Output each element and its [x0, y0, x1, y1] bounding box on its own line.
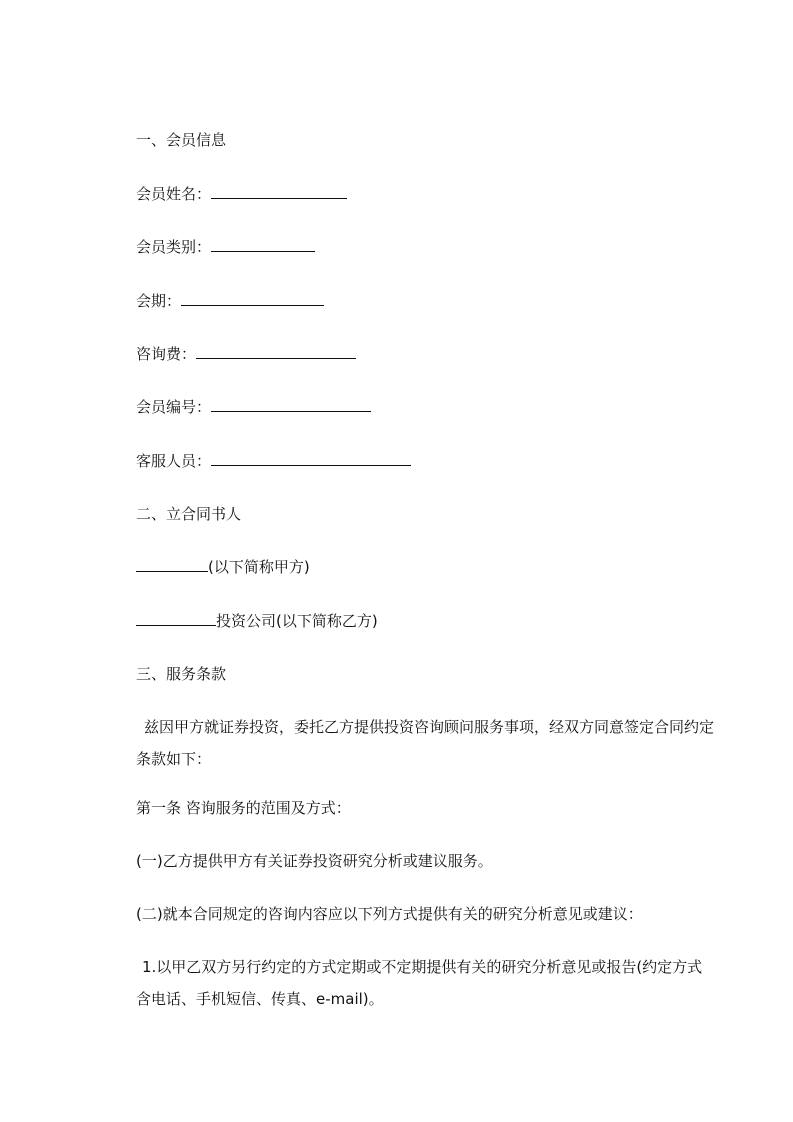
party-b-suffix: 投资公司(以下简称乙方): [216, 612, 378, 630]
member-number-field[interactable]: [211, 396, 371, 412]
article-1-subitem-1: 1.以甲乙双方另行约定的方式定期或不定期提供有关的研究分析意见或报告(约定方式含电话、手机短信、传真、e-mail)。: [136, 958, 703, 1008]
party-a-row: [136, 556, 310, 578]
party-b-field[interactable]: [136, 610, 216, 626]
consulting-fee-label: 咨询费：: [136, 345, 197, 363]
member-period-label: 会期：: [136, 292, 182, 310]
member-type-row: [136, 236, 315, 258]
member-name-field[interactable]: [211, 183, 347, 199]
member-type-field[interactable]: [211, 236, 315, 252]
article-1-item-1: (一)乙方提供甲方有关证券投资研究分析或建议服务。: [136, 852, 493, 870]
member-number-row: [136, 396, 371, 418]
member-period-field[interactable]: [181, 290, 324, 306]
member-name-label: 会员姓名：: [136, 185, 212, 203]
section-heading-member-info: 一、会员信息: [136, 131, 227, 149]
article-1-item-2: (二)就本合同规定的咨询内容应以下列方式提供有关的研究分析意见或建议：: [136, 905, 643, 923]
member-type-label: 会员类别：: [136, 238, 212, 256]
member-number-label: 会员编号：: [136, 398, 212, 416]
service-staff-label: 客服人员：: [136, 452, 212, 470]
consulting-fee-field[interactable]: [196, 343, 356, 359]
section-heading-terms: 三、服务条款: [136, 665, 227, 683]
section-heading-parties: 二、立合同书人: [136, 505, 242, 523]
terms-intro-paragraph: 兹因甲方就证券投资，委托乙方提供投资咨询顾问服务事项，经双方同意签定合同约定条款如下：: [136, 718, 715, 768]
member-name-row: [136, 183, 347, 205]
consulting-fee-row: [136, 343, 356, 365]
member-period-row: [136, 290, 324, 312]
party-a-field[interactable]: [136, 556, 208, 572]
party-a-suffix: (以下简称甲方): [208, 558, 310, 576]
service-staff-row: [136, 450, 411, 472]
article-1-title: 第一条 咨询服务的范围及方式：: [136, 799, 351, 817]
party-b-row: [136, 610, 378, 632]
service-staff-field[interactable]: [211, 450, 411, 466]
